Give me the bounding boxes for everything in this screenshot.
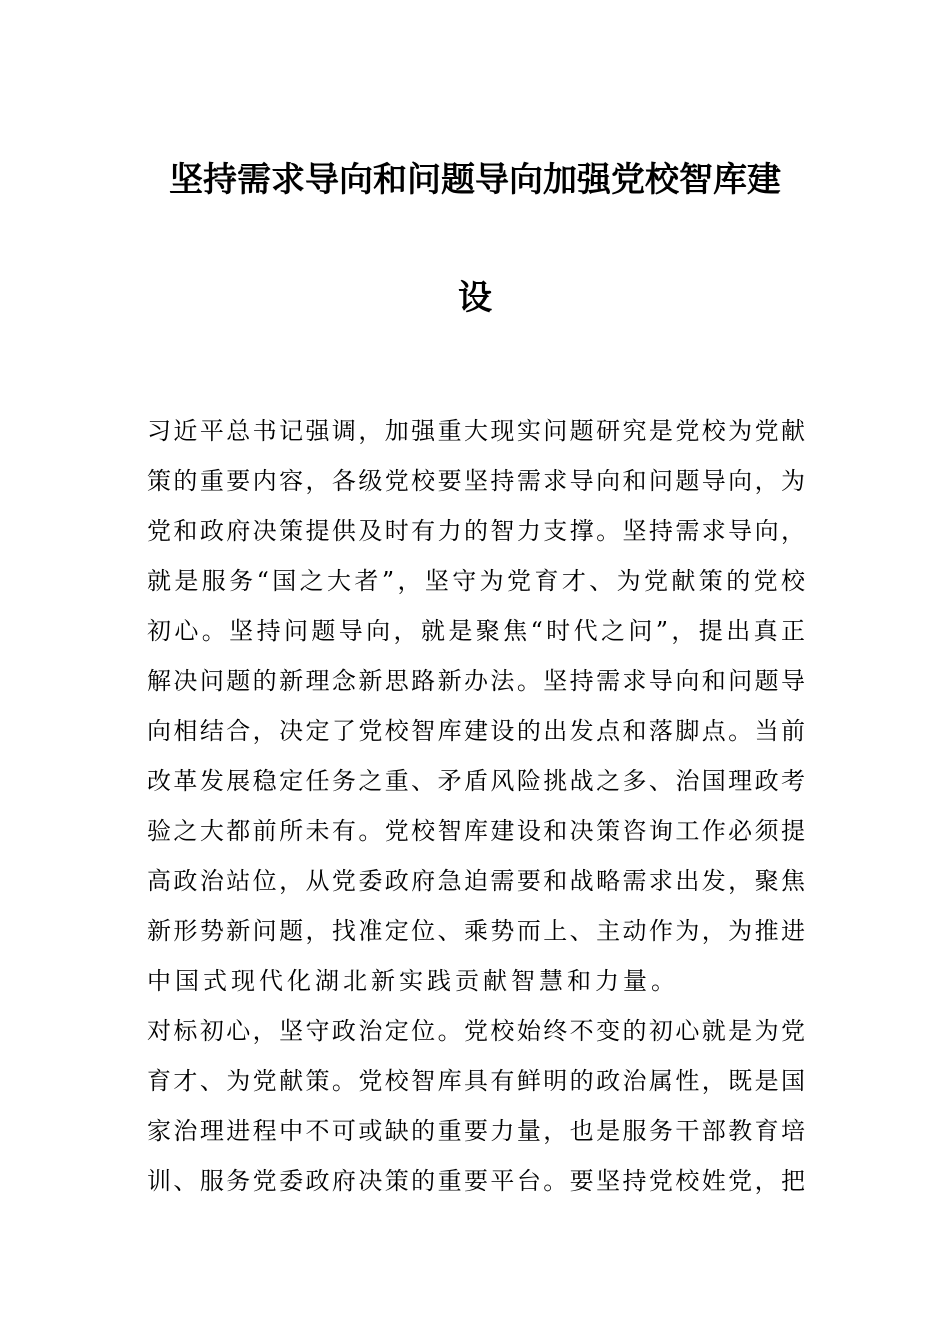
- paragraph-2-line: 家治理进程中不可或缺的重要力量，也是服务干部教育培: [147, 1117, 805, 1145]
- document-title-line-1: 坚持需求导向和问题导向加强党校智库建: [169, 160, 781, 200]
- document-title-line-2: 设: [458, 278, 492, 318]
- paragraph-1-line: 向相结合，决定了党校智库建设的出发点和落脚点。当前: [147, 717, 805, 745]
- paragraph-2-line: 训、服务党委政府决策的重要平台。要坚持党校姓党，把: [147, 1167, 805, 1195]
- paragraph-1-line: 党和政府决策提供及时有力的智力支撑。坚持需求导向，: [147, 517, 805, 545]
- paragraph-1-line: 习近平总书记强调，加强重大现实问题研究是党校为党献: [147, 417, 805, 445]
- paragraph-1-line: 高政治站位，从党委政府急迫需要和战略需求出发，聚焦: [147, 867, 805, 895]
- paragraph-1-line: 新形势新问题，找准定位、乘势而上、主动作为，为推进: [147, 917, 805, 945]
- paragraph-2-line: 对标初心，坚守政治定位。党校始终不变的初心就是为党: [147, 1017, 805, 1045]
- paragraph-1-last-line: 中国式现代化湖北新实践贡献智慧和力量。: [147, 967, 679, 995]
- paragraph-2-line: 育才、为党献策。党校智库具有鲜明的政治属性，既是国: [147, 1067, 805, 1095]
- paragraph-1-line: 验之大都前所未有。党校智库建设和决策咨询工作必须提: [147, 817, 805, 845]
- paragraph-1-line: 策的重要内容，各级党校要坚持需求导向和问题导向，为: [147, 467, 805, 495]
- paragraph-1-line: 改革发展稳定任务之重、矛盾风险挑战之多、治国理政考: [147, 767, 805, 795]
- paragraph-1-line: 解决问题的新理念新思路新办法。坚持需求导向和问题导: [147, 667, 805, 695]
- paragraph-1-line: 就是服务“国之大者”，坚守为党育才、为党献策的党校: [147, 567, 805, 595]
- paragraph-1-line: 初心。坚持问题导向，就是聚焦“时代之问”，提出真正: [147, 617, 805, 645]
